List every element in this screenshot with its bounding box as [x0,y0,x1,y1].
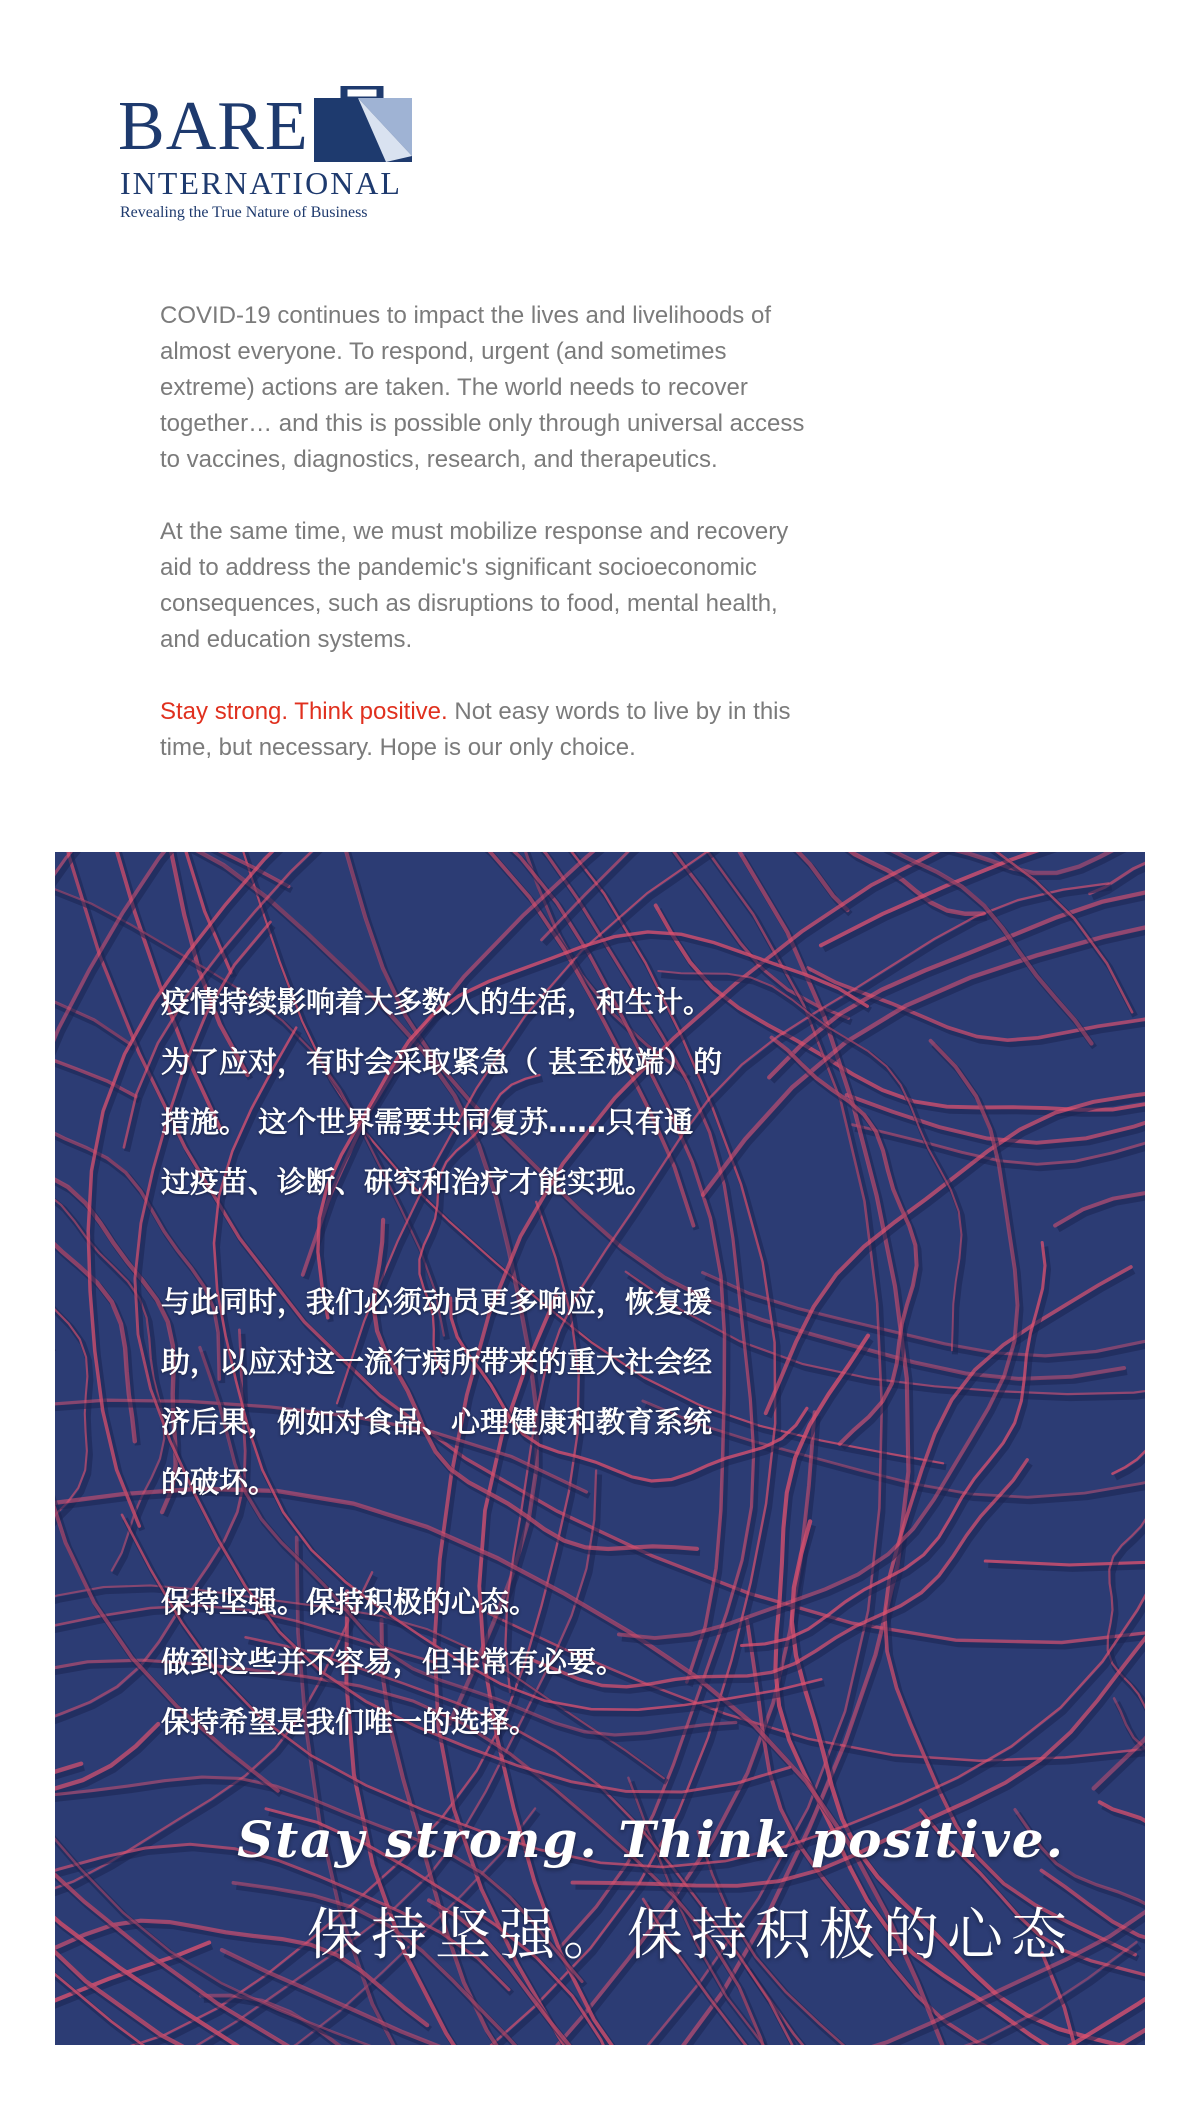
intro-paragraph-1: COVID-19 continues to impact the lives and livelihoods of almost everyone. To respond, urgent (and sometimes extreme) actions are taken. The world needs to recover together… and this is possible only through universal access to vaccines, diagnostics, research, and therapeutics. [160,302,805,473]
cn-line: 保持坚强。保持积极的心态。 [161,1585,539,1619]
briefcase-icon [314,86,412,162]
cn-line: 的破坏。 [161,1465,278,1499]
slogan-chinese: 保持坚强。保持积极的心态 [307,1903,1075,1968]
intro-paragraph-3-rest: Not easy words to live by in this time, but necessary. Hope is our only choice. [160,698,791,761]
cn-paragraph-3 [161,1572,841,1752]
cn-line: 措施。 这个世界需要共同复苏……只有通 [161,1105,694,1139]
cn-line: 保持希望是我们唯一的选择。 [161,1705,539,1739]
cn-line: 做到这些并不容易，但非常有必要。 [161,1645,626,1679]
cn-line: 过疫苗、诊断、研究和治疗才能实现。 [161,1165,655,1199]
logo-subtitle: INTERNATIONAL [120,165,402,201]
intro-paragraph-3 [160,694,810,766]
chinese-body [161,972,841,1752]
slogan-english: Stay strong. Think positive. [237,1810,1065,1869]
cn-line: 济后果，例如对食品、心理健康和教育系统 [161,1405,713,1439]
intro-highlight: Stay strong. Think positive. [160,698,448,725]
cn-line: 助，以应对这一流行病所带来的重大社会经 [161,1345,713,1379]
bare-international-logo [118,86,418,231]
cn-paragraph-2 [161,1272,841,1512]
cn-line: 与此同时，我们必须动员更多响应，恢复援 [161,1285,713,1319]
logo-wordmark: BARE [118,88,309,165]
cn-paragraph-1 [161,972,841,1212]
english-intro [160,298,810,766]
textured-panel [55,852,1145,2045]
intro-paragraph-2: At the same time, we must mobilize response and recovery aid to address the pandemic's significant socioeconomic consequences, such as disruptions to food, mental health, and education systems. [160,518,789,653]
cn-line: 疫情持续影响着大多数人的生活，和生计。 [161,985,713,1019]
cn-line: 为了应对，有时会采取紧急（ 甚至极端）的 [161,1045,723,1079]
logo-tagline: Revealing the True Nature of Business [120,204,368,221]
